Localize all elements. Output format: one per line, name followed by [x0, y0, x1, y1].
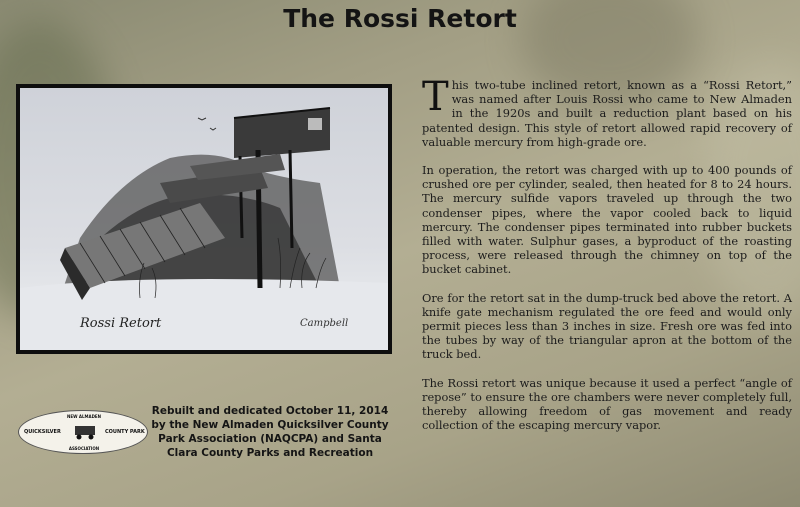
paragraph-2: In operation, the retort was charged with up to 400 pounds of crushed ore per cylinder, sealed, then heated for 8 to 24 hours. The mercury sulfide vapors traveled up through the two condenser pipes, where the vapor cooled back to liquid mercury. The condenser pipes terminated into rubber buckets filled with water. Sulphur gases, a byproduct of the roasting process, were released through the chimney on top of the bucket cabinet. — [422, 163, 792, 277]
description-column — [422, 74, 792, 446]
drop-cap: T — [422, 74, 449, 120]
illustration-frame — [16, 84, 392, 354]
paragraph-1-text: his two-tube inclined retort, known as a “Rossi Retort,” was named after Louis Rossi who came to New Almaden in the 1920s and built a reduction plant based on his patented design. This style of retort allowed rapid recovery of valuable mercury from high-grade ore. — [422, 78, 792, 149]
paragraph-3: Ore for the retort sat in the dump-truck bed above the retort. A knife gate mechanism regulated the ore feed and would only permit pieces less than 3 inches in size. Fresh ore was fed into the tubes by way of the triangular apron at the bottom of the truck bed. — [422, 290, 792, 362]
logo-bottom-text: ASSOCIATION — [68, 446, 100, 451]
retort-sketch — [20, 88, 388, 350]
illustration-caption: Rossi Retort — [80, 316, 162, 331]
logo-top-text: NEW ALMADEN — [66, 414, 101, 419]
naqcpa-logo — [18, 410, 148, 454]
sign-title: The Rossi Retort — [283, 4, 517, 33]
retort-illustration — [20, 88, 388, 350]
artist-signature: Campbell — [300, 318, 349, 329]
ore-truck-icon — [73, 424, 97, 440]
paragraph-4: The Rossi retort was unique because it used a perfect “angle of repose” to ensure the ore chambers were never completely full, thereby allowing freedom of gas movement and ready collection of the escaping mercury vapor. — [422, 375, 792, 433]
logo-left-text: QUICKSILVER — [24, 429, 61, 435]
paragraph-1 — [422, 74, 792, 149]
dedication-text: Rebuilt and dedicated October 11, 2014 by the New Almaden Quicksilver County Park Association (NAQCPA) and Santa Clara County Parks and Recreation — [151, 405, 389, 459]
logo-right-text: COUNTY PARK — [105, 429, 145, 435]
